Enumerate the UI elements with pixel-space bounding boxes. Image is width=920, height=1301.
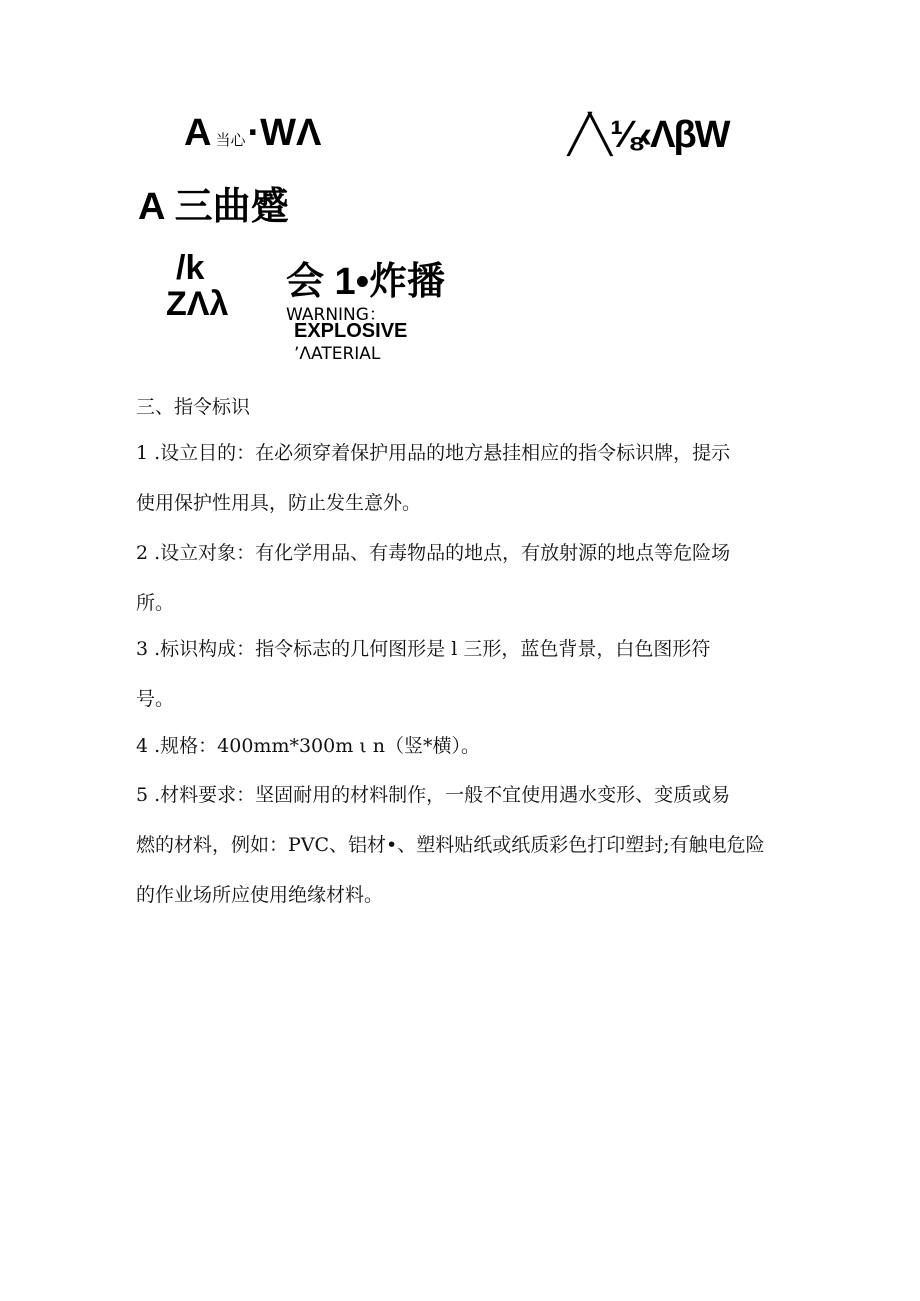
paragraph-purpose xyxy=(136,428,796,528)
paragraph-line: 燃的材料，例如：PVC、铝材•、塑料贴纸或纸质彩色打印塑封;有触电危险 xyxy=(136,834,765,856)
sign-row1-left-small: 当心 xyxy=(215,131,246,149)
sign-row1-left xyxy=(184,112,321,155)
paragraph-materials xyxy=(136,770,796,920)
paragraph-line: 所。 xyxy=(136,592,175,614)
paragraph-line: 2 .设立对象：有化学用品、有毒物品的地点，有放射源的地点等危险场 xyxy=(136,542,731,564)
sign-row3-left-line2: ZΛλ xyxy=(166,285,229,323)
paragraph-composition xyxy=(136,624,796,724)
sign-row3-explosive: EXPLOSIVE xyxy=(294,320,408,342)
sign-row3-title: 会 1•炸播 xyxy=(286,261,445,303)
paragraph-line: 3 .标识构成：指令标志的几何图形是 l 三形，蓝色背景，白色图形符 xyxy=(136,638,711,660)
sign-row1-left-a: A xyxy=(184,112,212,154)
paragraph-line: 使用保护性用具，防止发生意外。 xyxy=(136,492,422,514)
paragraph-spec xyxy=(136,721,796,771)
sign-row3-material: ʼΛATERIAL xyxy=(294,344,381,364)
sign-row1-right: ╱╲⅛‹ΛβW xyxy=(568,114,729,156)
paragraph-targets xyxy=(136,528,796,628)
sign-row3-warning: WARNING： xyxy=(286,305,386,325)
section-heading: 三、指令标识 xyxy=(136,396,251,418)
paragraph-line: 4 .规格：400mm*300m ι n（竖*横）。 xyxy=(136,735,481,757)
paragraph-line: 1 .设立目的：在必须穿着保护用品的地方悬挂相应的指令标识牌，提示 xyxy=(136,442,731,464)
sign-row3-left xyxy=(166,249,229,323)
sign-row3-left-line1: /k xyxy=(176,249,205,287)
paragraph-line: 的作业场所应使用绝缘材料。 xyxy=(136,884,384,906)
paragraph-line: 5 .材料要求：坚固耐用的材料制作，一般不宜使用遇水变形、变质或易 xyxy=(136,784,731,806)
sign-row2: A 三曲蹙 xyxy=(138,186,289,228)
sign-row1-left-b: ·WΛ xyxy=(247,112,322,154)
paragraph-line: 号。 xyxy=(136,688,175,710)
